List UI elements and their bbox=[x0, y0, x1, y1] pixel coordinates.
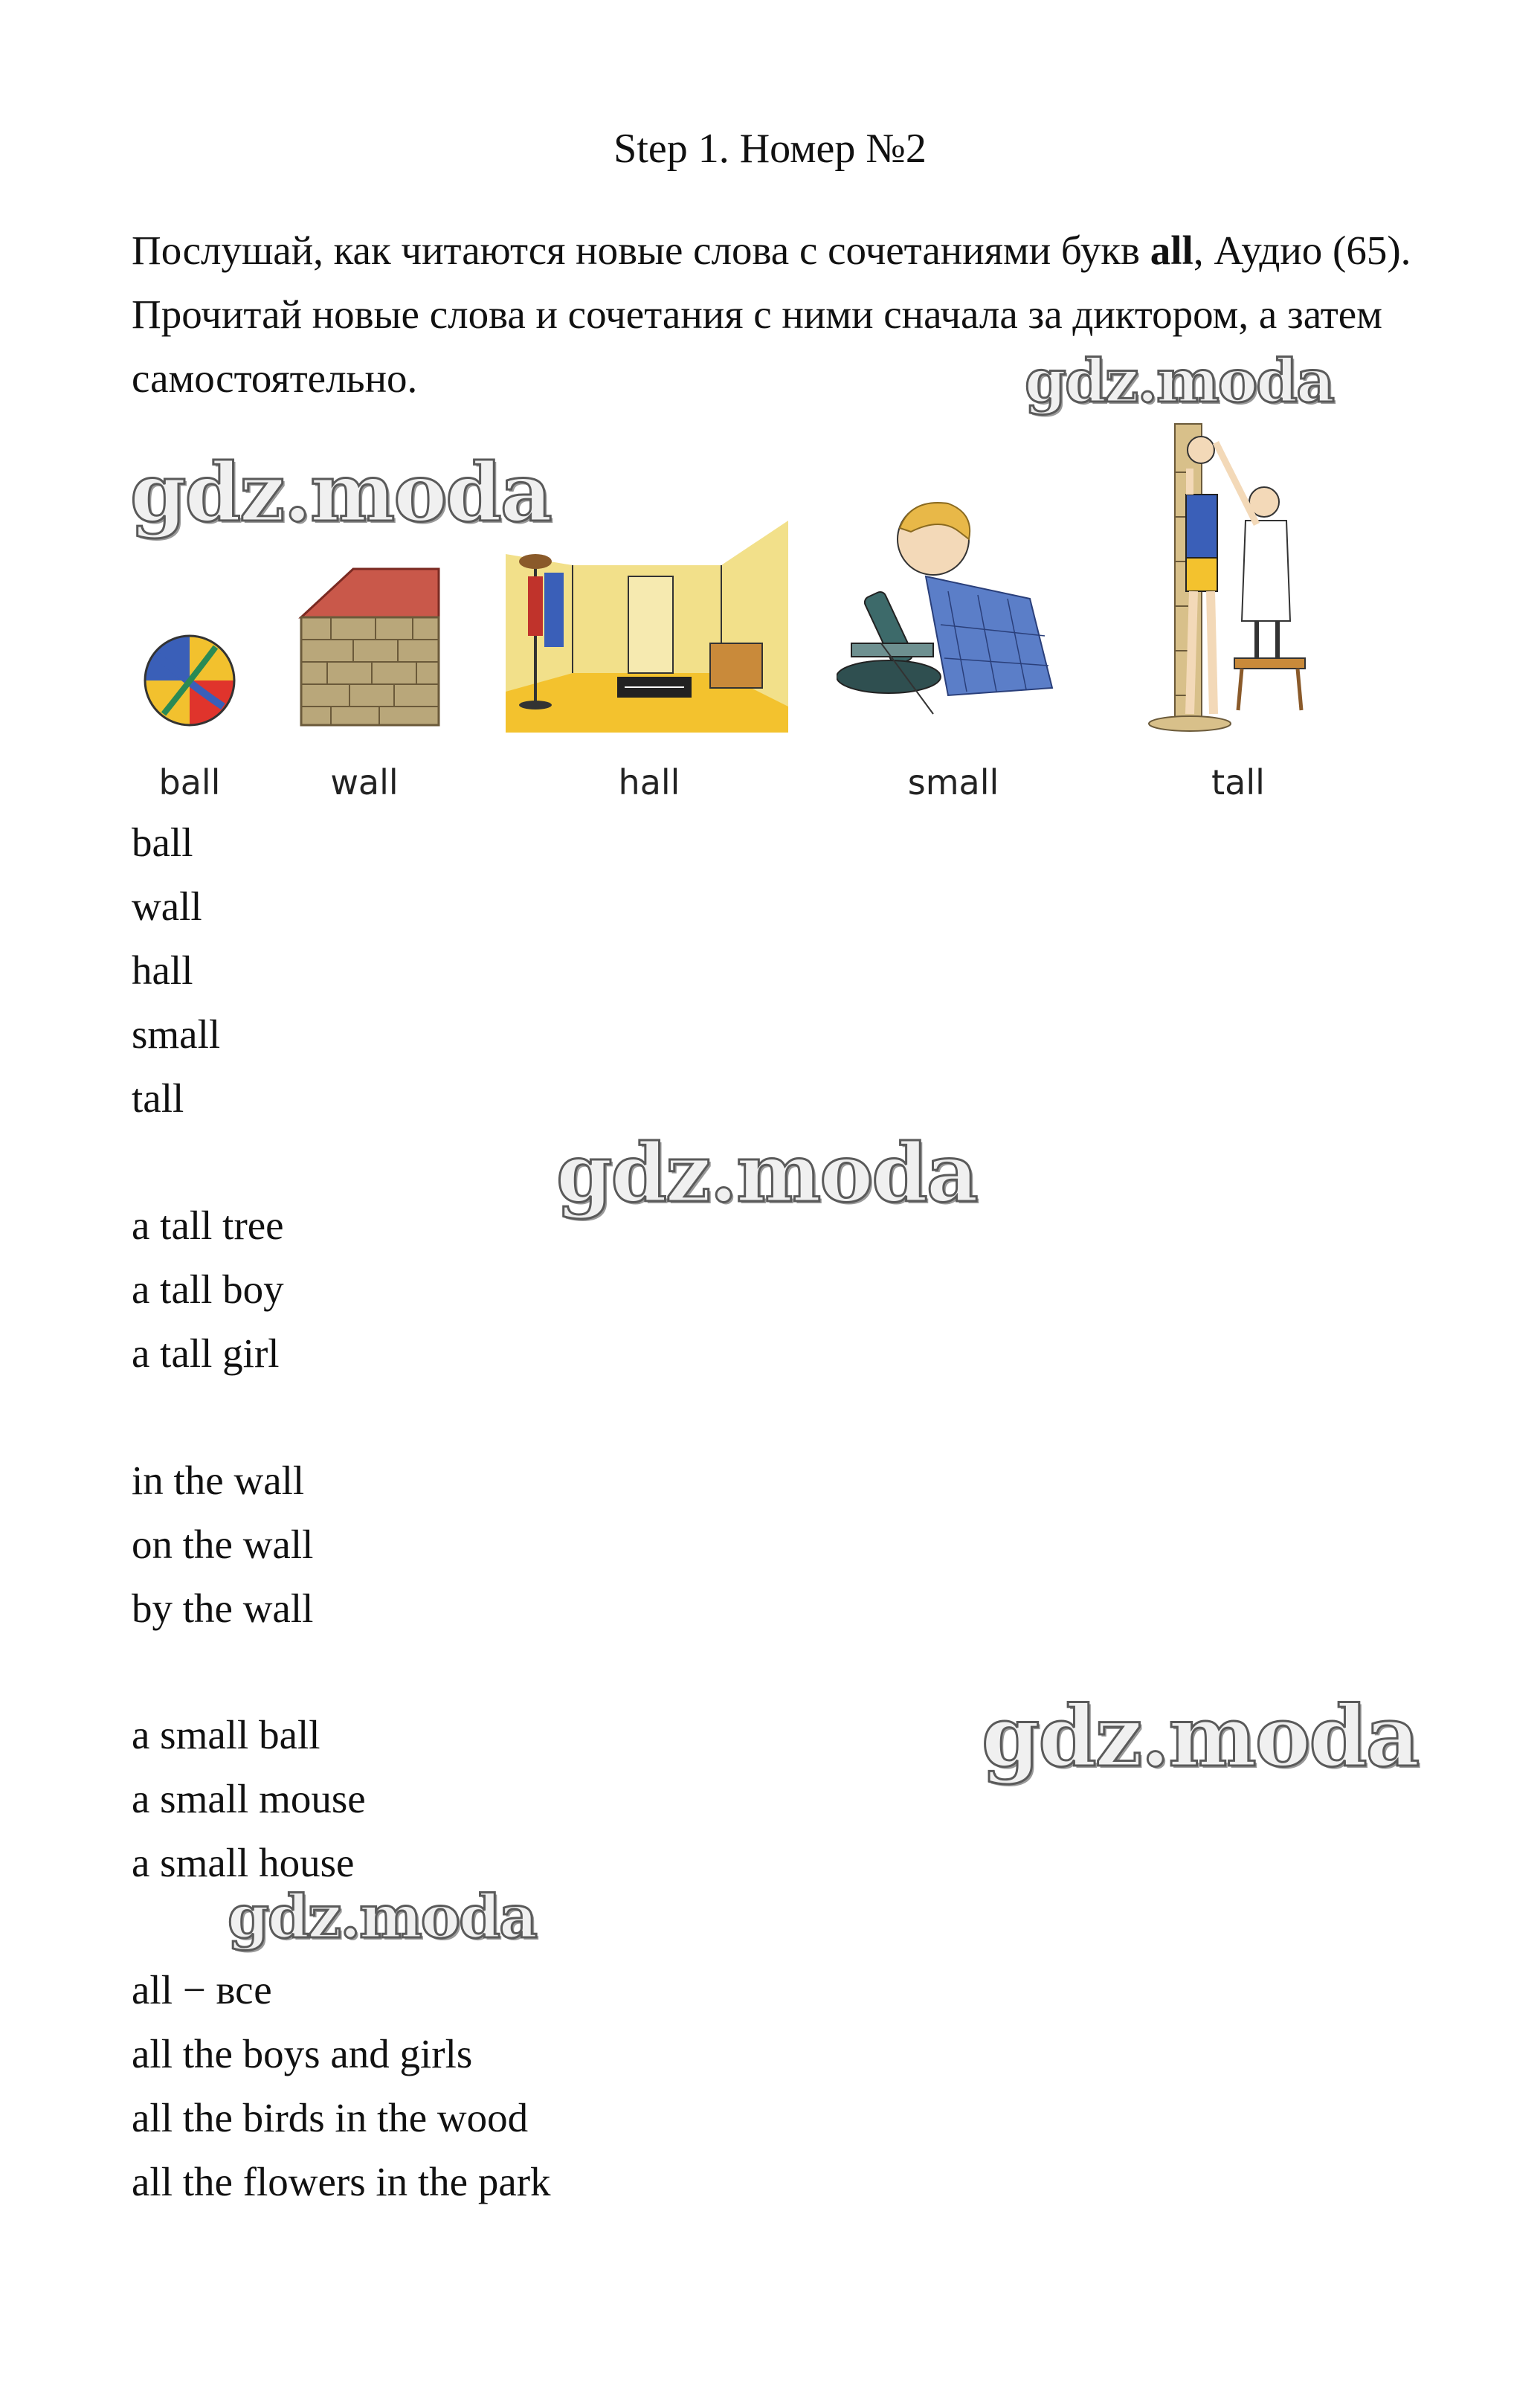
word-item: a tall girl bbox=[132, 1330, 280, 1376]
watermark: gdz.moda bbox=[130, 446, 551, 540]
picture-label: tall bbox=[1211, 762, 1265, 802]
ball-icon bbox=[141, 632, 238, 729]
word-item: a small mouse bbox=[132, 1776, 366, 1821]
tall-man-icon bbox=[1145, 413, 1316, 733]
page-title: Step 1. Номер №2 bbox=[613, 126, 927, 172]
word-item: tall bbox=[132, 1075, 184, 1121]
word-item: small bbox=[132, 1011, 221, 1057]
watermark: gdz.moda bbox=[1025, 346, 1333, 416]
watermark: gdz.moda bbox=[228, 1882, 536, 1951]
word-item: a small house bbox=[132, 1840, 355, 1885]
word-item: in the wall bbox=[132, 1458, 305, 1503]
watermark: gdz.moda bbox=[556, 1127, 977, 1220]
word-item: by the wall bbox=[132, 1586, 314, 1631]
word-item: all the flowers in the park bbox=[132, 2159, 551, 2204]
word-group bbox=[132, 1449, 313, 1641]
word-item: a tall boy bbox=[132, 1267, 284, 1312]
word-group bbox=[132, 1194, 284, 1386]
word-item: on the wall bbox=[132, 1522, 314, 1567]
picture-label: wall bbox=[330, 762, 399, 802]
picture-label: ball bbox=[158, 762, 221, 802]
word-item: all the boys and girls bbox=[132, 2031, 473, 2076]
picture-label: small bbox=[907, 762, 999, 802]
letter-combination: all bbox=[1150, 228, 1193, 273]
word-item: all − все bbox=[132, 1967, 272, 2012]
word-group bbox=[132, 811, 220, 1130]
word-item: wall bbox=[132, 884, 202, 929]
wall-icon bbox=[294, 565, 442, 729]
word-group bbox=[132, 1958, 551, 2214]
instructions: Послушай, как читаются новые слова с сочетаниями букв all, Аудио (65). Прочитай новые слова и сочетания с ними сначала за диктором, а затем самостоятельно. bbox=[132, 228, 1411, 401]
microscope-boy-icon bbox=[837, 495, 1060, 733]
word-group bbox=[132, 1703, 366, 1895]
watermark: gdz.moda bbox=[982, 1688, 1419, 1786]
word-item: hall bbox=[132, 947, 193, 993]
picture-label: hall bbox=[618, 762, 680, 802]
word-item: a tall tree bbox=[132, 1203, 284, 1248]
word-item: all the birds in the wood bbox=[132, 2095, 529, 2140]
word-item: ball bbox=[132, 820, 193, 865]
word-item: a small ball bbox=[132, 1712, 320, 1757]
hall-icon bbox=[506, 521, 788, 733]
